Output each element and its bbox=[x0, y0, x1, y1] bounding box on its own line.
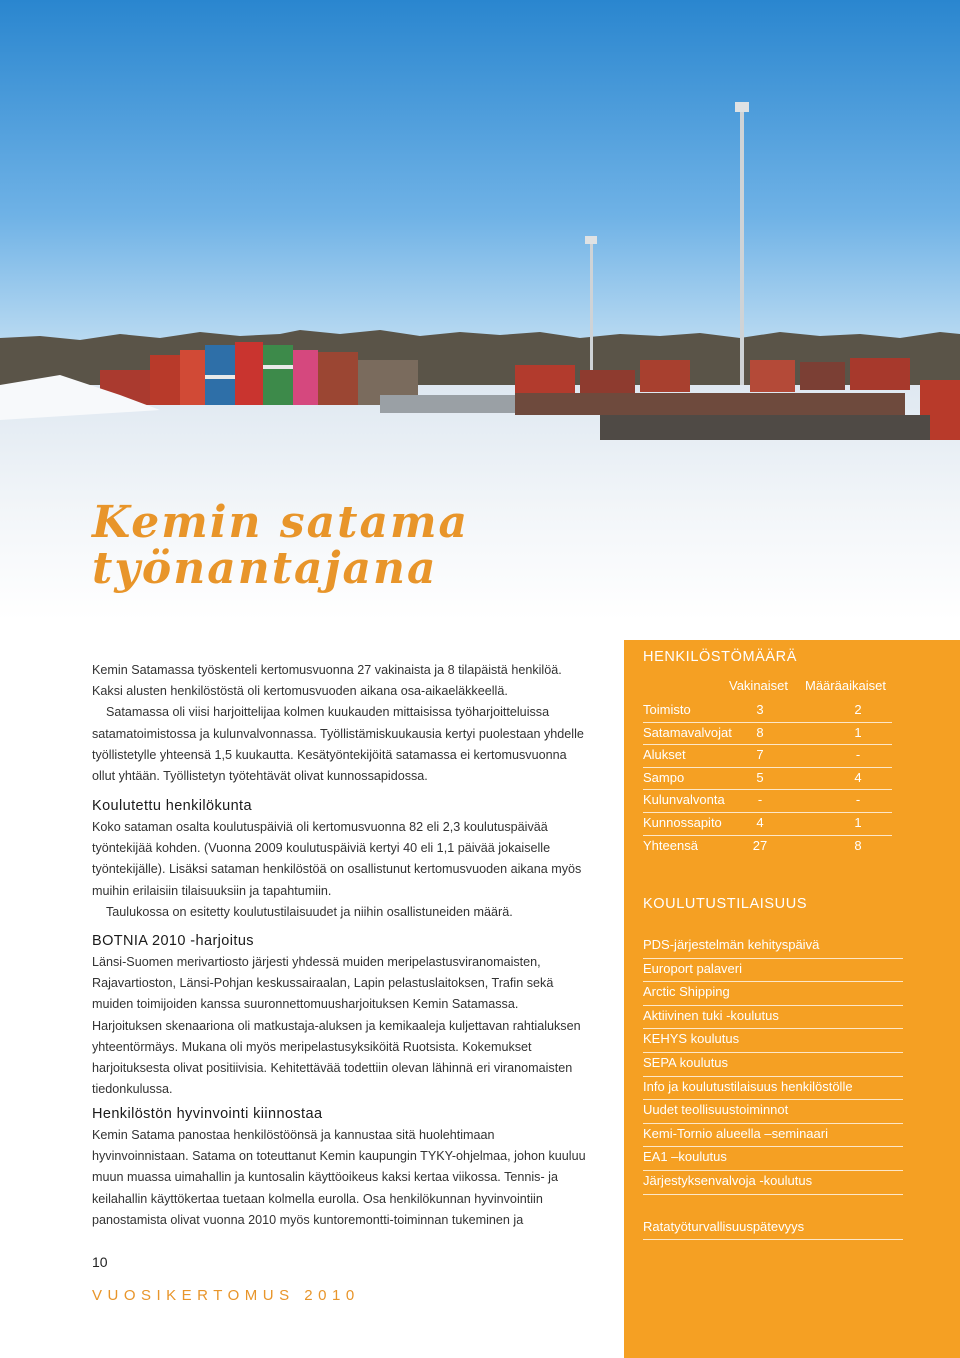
botnia-heading: BOTNIA 2010 -harjoitus bbox=[92, 933, 254, 949]
intro-paragraph-2: Satamassa oli viisi harjoittelijaa kolmen kuukauden mittaisissa työharjoitteluissa satamatoimistossa ja kulunvalvonnassa. Työllistämiskuukausia kertyi puolestaan yhdelle työllistetylle yhteensä 1,5 kuukautta. Kesätyöntekijöitä satamassa ei kertomusvuonna ollut yhtään. Työllistetyn työtehtävät olivat kunnossapidossa. bbox=[92, 705, 584, 784]
intro-paragraph-1: Kemin Satamassa työskenteli kertomusvuonna 27 vakinaista ja 8 tilapäistä henkilöä. Kaksi alusten henkilöstöstä oli kertomusvuoden aikana osa-aikaeläkkeellä. bbox=[92, 663, 562, 699]
list-item: Info ja koulutustilaisuus henkilöstölle bbox=[643, 1077, 903, 1101]
staff-table-title: HENKILÖSTÖMÄÄRÄ bbox=[643, 649, 798, 665]
training-events-list bbox=[643, 935, 903, 1240]
staff-row-name: Kunnossapito bbox=[643, 815, 722, 830]
training-paragraph-1: Koko sataman osalta koulutuspäiviä oli kertomusvuonna 82 eli 2,3 koulutuspäivää työntekijää kohden. (Vuonna 2009 koulutuspäiviä kertyi 40 eli 1,1 päivää jokaiselle työntekijälle). Lisäksi sataman henkilöstöä on osallistunut kertomusvuoden aikana myös muihin erilaisiin tilaisuuksiin ja tapahtumiin. bbox=[92, 820, 582, 898]
staff-row bbox=[643, 812, 892, 836]
staff-row-total bbox=[643, 835, 892, 858]
staff-row-name: Satamavalvojat bbox=[643, 724, 732, 740]
page-title bbox=[92, 497, 470, 594]
staff-row-permanent: 5 bbox=[756, 769, 764, 785]
staff-row-name: Yhteensä bbox=[643, 837, 698, 853]
botnia-section bbox=[92, 930, 590, 1100]
staff-row-temporary: 4 bbox=[854, 769, 862, 785]
sidebar-panel bbox=[624, 640, 960, 1358]
list-item: Ratatyöturvallisuuspätevyys bbox=[643, 1217, 903, 1241]
column-header-temporary: Määräaikaiset bbox=[805, 678, 886, 693]
staff-row-temporary: - bbox=[855, 747, 861, 763]
staff-row-permanent: 3 bbox=[756, 702, 764, 717]
list-item: PDS-järjestelmän kehityspäivä bbox=[643, 935, 903, 959]
wellbeing-heading: Henkilöstön hyvinvointi kiinnostaa bbox=[92, 1106, 323, 1122]
staff-row bbox=[643, 789, 892, 813]
title-line-1: Kemin satama bbox=[92, 497, 470, 548]
staff-row-name: Alukset bbox=[643, 747, 686, 763]
staff-row-temporary: - bbox=[855, 792, 861, 808]
staff-row bbox=[643, 699, 892, 723]
title-line-2: työnantajana bbox=[92, 543, 438, 594]
training-paragraph-2: Taulukossa on esitetty koulutustilaisuudet ja niihin osallistuneiden määrä. bbox=[106, 904, 513, 919]
list-item: Järjestyksenvalvoja -koulutus bbox=[643, 1171, 903, 1195]
staff-row-name: Kulunvalvonta bbox=[643, 792, 725, 808]
page-number: 10 bbox=[92, 1254, 108, 1270]
staff-row-permanent: 7 bbox=[756, 747, 764, 763]
column-header-permanent: Vakinaiset bbox=[729, 678, 789, 693]
staff-row-name: Toimisto bbox=[643, 702, 691, 717]
publication-title: VUOSIKERTOMUS 2010 bbox=[92, 1287, 360, 1304]
staff-row-temporary: 1 bbox=[854, 815, 862, 830]
staff-row-permanent: 27 bbox=[752, 837, 768, 853]
list-item: Kemi-Tornio alueella –seminaari bbox=[643, 1124, 903, 1148]
list-item: Arctic Shipping bbox=[643, 982, 903, 1006]
list-item: Aktiivinen tuki -koulutus bbox=[643, 1006, 903, 1030]
staff-row-temporary: 2 bbox=[854, 702, 862, 717]
staff-row bbox=[643, 722, 892, 746]
staff-row-permanent: - bbox=[757, 792, 763, 808]
staff-row bbox=[643, 744, 892, 768]
list-item: EA1 –koulutus bbox=[643, 1147, 903, 1171]
training-events-title: KOULUTUSTILAISUUS bbox=[643, 896, 808, 912]
staff-row-temporary: 8 bbox=[854, 837, 862, 853]
training-section bbox=[92, 795, 590, 923]
staff-row bbox=[643, 767, 892, 791]
list-item: Uudet teollisuustoiminnot bbox=[643, 1100, 903, 1124]
list-item: SEPA koulutus bbox=[643, 1053, 903, 1077]
list-item: Europort palaveri bbox=[643, 959, 903, 983]
training-heading: Koulutettu henkilökunta bbox=[92, 798, 252, 814]
staff-row-permanent: 8 bbox=[756, 724, 764, 740]
staff-row-name: Sampo bbox=[643, 769, 685, 785]
wellbeing-section bbox=[92, 1103, 590, 1231]
wellbeing-paragraph: Kemin Satama panostaa henkilöstöönsä ja kannustaa sitä huolehtimaan hyvinvoinnistaan. Satama on toteuttanut Kemin kaupungin TYKY-ohjelmaa, johon kuuluu muun muassa uimahallin ja kuntosalin käyttöoikeus kaksi kertaa viikossa. Tennis- ja keilahallin käyttökertaa tuetaan kolmella eurolla. Osa henkilökunnan hyvinvointiin panostamista olivat vuonna 2010 myös kuntoremontti-toiminnan tukeminen ja bbox=[92, 1128, 586, 1227]
botnia-paragraph: Länsi-Suomen merivartiosto järjesti yhdessä muiden meripelastusviranomaisten, Rajavartioston, Länsi-Pohjan keskussairaalan, Lapin pelastuslaitoksen, Trafin sekä muiden toimijoiden kanssa suuronnettomuusharjoituksen Kemin Satamassa. Harjoituksen skenaariona oli matkustaja-aluksen ja kemikaaleja kuljettavan rahtialuksen yhteentörmäys. Mukana oli myös meripelastusyksiköitä Ruotsista. Kokemukset harjoituksesta olivat positiivisia. Kehitettävää todettiin olevan lähinnä eri viranomaisten tiedonkulussa. bbox=[92, 955, 581, 1097]
staff-row-permanent: 4 bbox=[756, 815, 764, 830]
list-item: KEHYS koulutus bbox=[643, 1029, 903, 1053]
intro-section bbox=[92, 660, 590, 787]
staff-row-temporary: 1 bbox=[854, 724, 862, 740]
